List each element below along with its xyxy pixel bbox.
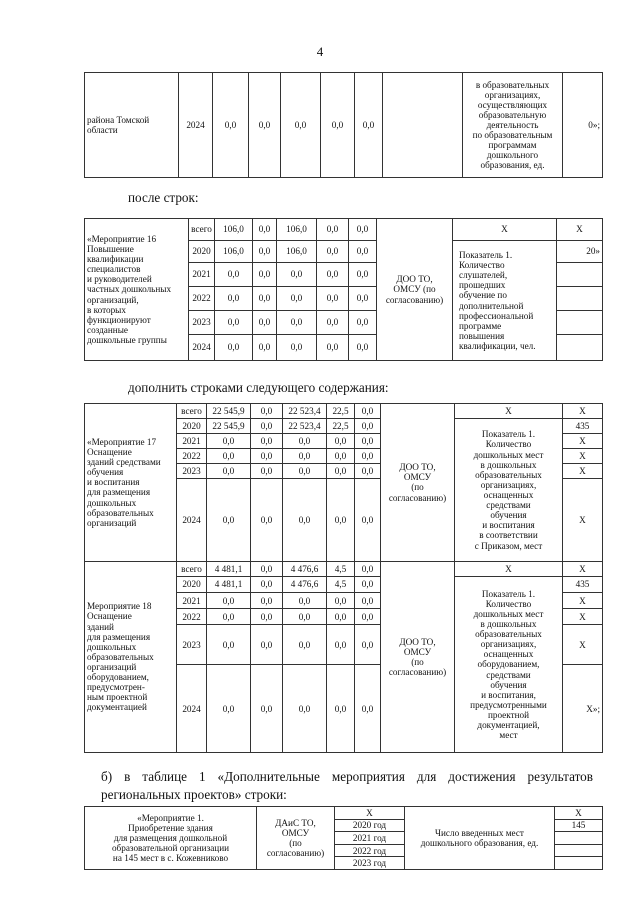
- value-cell: 0,0: [283, 434, 327, 449]
- table-events-17-18: [84, 403, 603, 753]
- value-cell: 0,0: [355, 625, 381, 665]
- value-cell: 0,0: [281, 73, 321, 178]
- value-cell: 0,0: [355, 419, 381, 434]
- year-cell: 2020: [189, 241, 215, 263]
- year-cell: всего: [177, 404, 207, 419]
- executor-cell: ДОО ТО, ОМСУ (по согласованию): [377, 219, 453, 361]
- value-cell: 22,5: [327, 404, 355, 419]
- value-cell: 4 481,1: [207, 576, 251, 592]
- value-cell: 0,0: [251, 464, 283, 479]
- value-cell: 106,0: [277, 219, 317, 241]
- value-cell: 0,0: [349, 287, 377, 311]
- value-cell: 0,0: [215, 311, 253, 335]
- indicator-value-cell: Х: [563, 434, 603, 449]
- value-cell: 22 523,4: [283, 404, 327, 419]
- value-cell: 0,0: [355, 404, 381, 419]
- year-cell: 2023: [177, 464, 207, 479]
- value-cell: 0,0: [355, 561, 381, 576]
- table-continuation: [84, 72, 603, 178]
- value-cell: 0,0: [327, 449, 355, 464]
- indicator-value-cell: 20»: [557, 241, 603, 263]
- value-cell: 0,0: [283, 593, 327, 609]
- x-mark-cell: Х: [453, 219, 557, 241]
- indicator-cell: в образовательных организациях, осуществляющих образовательную деятельность по образовательным программам дошкольного образования, ед.: [463, 73, 563, 178]
- year-cell: 2022: [177, 449, 207, 464]
- year-cell: всего: [189, 219, 215, 241]
- year-cell: 2022 год: [335, 844, 405, 857]
- value-cell: 106,0: [277, 241, 317, 263]
- value-cell: 0,0: [251, 419, 283, 434]
- indicator-value-cell: 0»;: [563, 73, 603, 178]
- value-cell: 0,0: [317, 335, 349, 361]
- indicator-value-cell: Х: [563, 479, 603, 561]
- value-cell: 0,0: [283, 665, 327, 753]
- value-cell: 22 545,9: [207, 419, 251, 434]
- event16-name-cell: «Мероприятие 16 Повышение квалификации специалистов и руководителей частных дошкольных организаций, в которых функционируют созданные дошкольные группы: [85, 219, 189, 361]
- table-name-cell: района Томской области: [85, 73, 179, 178]
- value-cell: 0,0: [327, 434, 355, 449]
- value-cell: 0,0: [355, 464, 381, 479]
- year-cell: 2021: [189, 263, 215, 287]
- value-cell: 0,0: [317, 241, 349, 263]
- x-mark-cell: Х: [455, 561, 563, 576]
- value-cell: 0,0: [277, 335, 317, 361]
- value-cell: 0,0: [207, 665, 251, 753]
- page-number: 4: [316, 44, 324, 59]
- value-cell: 0,0: [251, 434, 283, 449]
- x-mark-cell: Х: [455, 404, 563, 419]
- value-cell: 0,0: [251, 479, 283, 561]
- year-cell: 2023 год: [335, 857, 405, 870]
- event1-name-cell: «Мероприятие 1. Приобретение здания для размещения дошкольной образовательной организации на 145 мест в с. Кожевниково: [85, 807, 257, 870]
- value-cell: 0,0: [207, 625, 251, 665]
- value-cell: 0,0: [251, 576, 283, 592]
- value-cell: 0,0: [213, 73, 249, 178]
- empty-cell: [555, 857, 603, 870]
- value-cell: 0,0: [277, 287, 317, 311]
- executor-cell: [383, 73, 463, 178]
- value-cell: 0,0: [215, 287, 253, 311]
- value-cell: 0,0: [327, 665, 355, 753]
- empty-cell: [557, 263, 603, 287]
- value-cell: 22,5: [327, 419, 355, 434]
- year-cell: 2024: [177, 479, 207, 561]
- value-cell: 0,0: [215, 335, 253, 361]
- table-event16: [84, 218, 603, 361]
- value-cell: 0,0: [253, 287, 277, 311]
- value-cell: 0,0: [253, 263, 277, 287]
- value-cell: 4 476,6: [283, 561, 327, 576]
- year-cell: 2023: [177, 625, 207, 665]
- x-mark-cell: Х: [335, 807, 405, 820]
- value-cell: 22 545,9: [207, 404, 251, 419]
- event17-name-cell: «Мероприятие 17 Оснащение зданий средствами обучения и воспитания для размещения дошкольных образовательных организаций: [85, 404, 177, 562]
- value-cell: 0,0: [349, 219, 377, 241]
- value-cell: 4 481,1: [207, 561, 251, 576]
- value-cell: 0,0: [249, 73, 281, 178]
- value-cell: 0,0: [251, 561, 283, 576]
- year-cell: 2021: [177, 593, 207, 609]
- value-cell: 4 476,6: [283, 576, 327, 592]
- year-cell: 2023: [189, 311, 215, 335]
- indicator-value-cell: Х: [563, 609, 603, 625]
- empty-cell: [555, 844, 603, 857]
- executor-cell: ДОО ТО, ОМСУ (по согласованию): [381, 561, 455, 752]
- value-cell: 0,0: [349, 263, 377, 287]
- x-mark-cell: Х: [563, 404, 603, 419]
- value-cell: 0,0: [283, 479, 327, 561]
- indicator-cell: Число введенных мест дошкольного образования, ед.: [405, 807, 555, 870]
- indicator-value-cell: 435: [563, 576, 603, 592]
- value-cell: 0,0: [355, 449, 381, 464]
- value-cell: 0,0: [207, 449, 251, 464]
- value-cell: 0,0: [283, 625, 327, 665]
- value-cell: 0,0: [215, 263, 253, 287]
- value-cell: 4,5: [327, 576, 355, 592]
- year-cell: 2020 год: [335, 819, 405, 832]
- value-cell: 0,0: [251, 625, 283, 665]
- x-mark-cell: Х: [555, 807, 603, 820]
- indicator-value-cell: 435: [563, 419, 603, 434]
- value-cell: 0,0: [327, 625, 355, 665]
- value-cell: 0,0: [349, 311, 377, 335]
- indicator-cell: Показатель 1. Количество дошкольных мест в дошкольных образовательных организациях, оснащенных оборудованием, средствами обучения и воспитания, предусмотренными проектной документацией, мест: [455, 576, 563, 752]
- value-cell: 0,0: [207, 479, 251, 561]
- indicator-value-cell: Х: [563, 449, 603, 464]
- indicator-value-cell: Х: [563, 464, 603, 479]
- value-cell: 0,0: [355, 609, 381, 625]
- value-cell: 0,0: [207, 593, 251, 609]
- value-cell: 0,0: [251, 404, 283, 419]
- value-cell: 0,0: [251, 665, 283, 753]
- x-mark-cell: Х: [563, 561, 603, 576]
- value-cell: 0,0: [207, 434, 251, 449]
- value-cell: 0,0: [327, 609, 355, 625]
- value-cell: 0,0: [327, 593, 355, 609]
- value-cell: 0,0: [251, 593, 283, 609]
- value-cell: 0,0: [355, 434, 381, 449]
- value-cell: 0,0: [317, 219, 349, 241]
- year-cell: всего: [177, 561, 207, 576]
- year-cell: 2020: [177, 419, 207, 434]
- value-cell: 0,0: [355, 665, 381, 753]
- value-cell: 0,0: [207, 464, 251, 479]
- executor-cell: ДОО ТО, ОМСУ (по согласованию): [381, 404, 455, 562]
- executor-cell: ДАиС ТО, ОМСУ (по согласованию): [257, 807, 335, 870]
- value-cell: 0,0: [207, 609, 251, 625]
- value-cell: 0,0: [317, 311, 349, 335]
- value-cell: 0,0: [251, 609, 283, 625]
- value-cell: 0,0: [355, 73, 383, 178]
- value-cell: 0,0: [327, 479, 355, 561]
- indicator-value-cell: Х»;: [563, 665, 603, 753]
- year-cell: 2022: [189, 287, 215, 311]
- value-cell: 0,0: [355, 593, 381, 609]
- value-cell: 0,0: [277, 263, 317, 287]
- text-table1-heading: б) в таблице 1 «Дополнительные мероприятия для достижения результатов региональных проектов» строки:: [101, 769, 593, 802]
- value-cell: 0,0: [317, 263, 349, 287]
- value-cell: 0,0: [253, 335, 277, 361]
- x-mark-cell: Х: [557, 219, 603, 241]
- value-cell: 0,0: [327, 464, 355, 479]
- event18-name-cell: Мероприятие 18 Оснащение зданий для размещения дошкольных образовательных организаций оборудованием, предусмотрен- ным проектной документацией: [85, 561, 177, 752]
- indicator-cell: Показатель 1. Количество дошкольных мест в дошкольных образовательных организациях, оснащенных средствами обучения и воспитания в соответствии с Приказом, мест: [455, 419, 563, 562]
- year-cell: 2024: [189, 335, 215, 361]
- value-cell: 0,0: [253, 219, 277, 241]
- value-cell: 0,0: [283, 449, 327, 464]
- value-cell: 0,0: [253, 241, 277, 263]
- value-cell: 0,0: [283, 464, 327, 479]
- table-additional-events: [84, 806, 603, 870]
- value-cell: 0,0: [283, 609, 327, 625]
- empty-cell: [557, 311, 603, 335]
- year-cell: 2021 год: [335, 832, 405, 845]
- value-cell: 4,5: [327, 561, 355, 576]
- text-add-rows: дополнить строками следующего содержания:: [128, 380, 389, 395]
- value-cell: 22 523,4: [283, 419, 327, 434]
- text-after-rows: после строк:: [128, 190, 199, 205]
- indicator-value-cell: Х: [563, 625, 603, 665]
- value-cell: 0,0: [253, 311, 277, 335]
- value-cell: 0,0: [321, 73, 355, 178]
- value-cell: 0,0: [349, 241, 377, 263]
- value-cell: 0,0: [317, 287, 349, 311]
- value-cell: 145: [555, 819, 603, 832]
- value-cell: 106,0: [215, 241, 253, 263]
- year-cell: 2024: [177, 665, 207, 753]
- value-cell: 0,0: [251, 449, 283, 464]
- year-cell: 2024: [179, 73, 213, 178]
- indicator-value-cell: Х: [563, 593, 603, 609]
- empty-cell: [557, 335, 603, 361]
- indicator-cell: Показатель 1. Количество слушателей, прошедших обучение по дополнительной профессиональной программе повышения квалификации, чел.: [453, 241, 557, 361]
- value-cell: 106,0: [215, 219, 253, 241]
- year-cell: 2021: [177, 434, 207, 449]
- value-cell: 0,0: [355, 479, 381, 561]
- empty-cell: [555, 832, 603, 845]
- empty-cell: [557, 287, 603, 311]
- value-cell: 0,0: [355, 576, 381, 592]
- year-cell: 2022: [177, 609, 207, 625]
- year-cell: 2020: [177, 576, 207, 592]
- value-cell: 0,0: [277, 311, 317, 335]
- value-cell: 0,0: [349, 335, 377, 361]
